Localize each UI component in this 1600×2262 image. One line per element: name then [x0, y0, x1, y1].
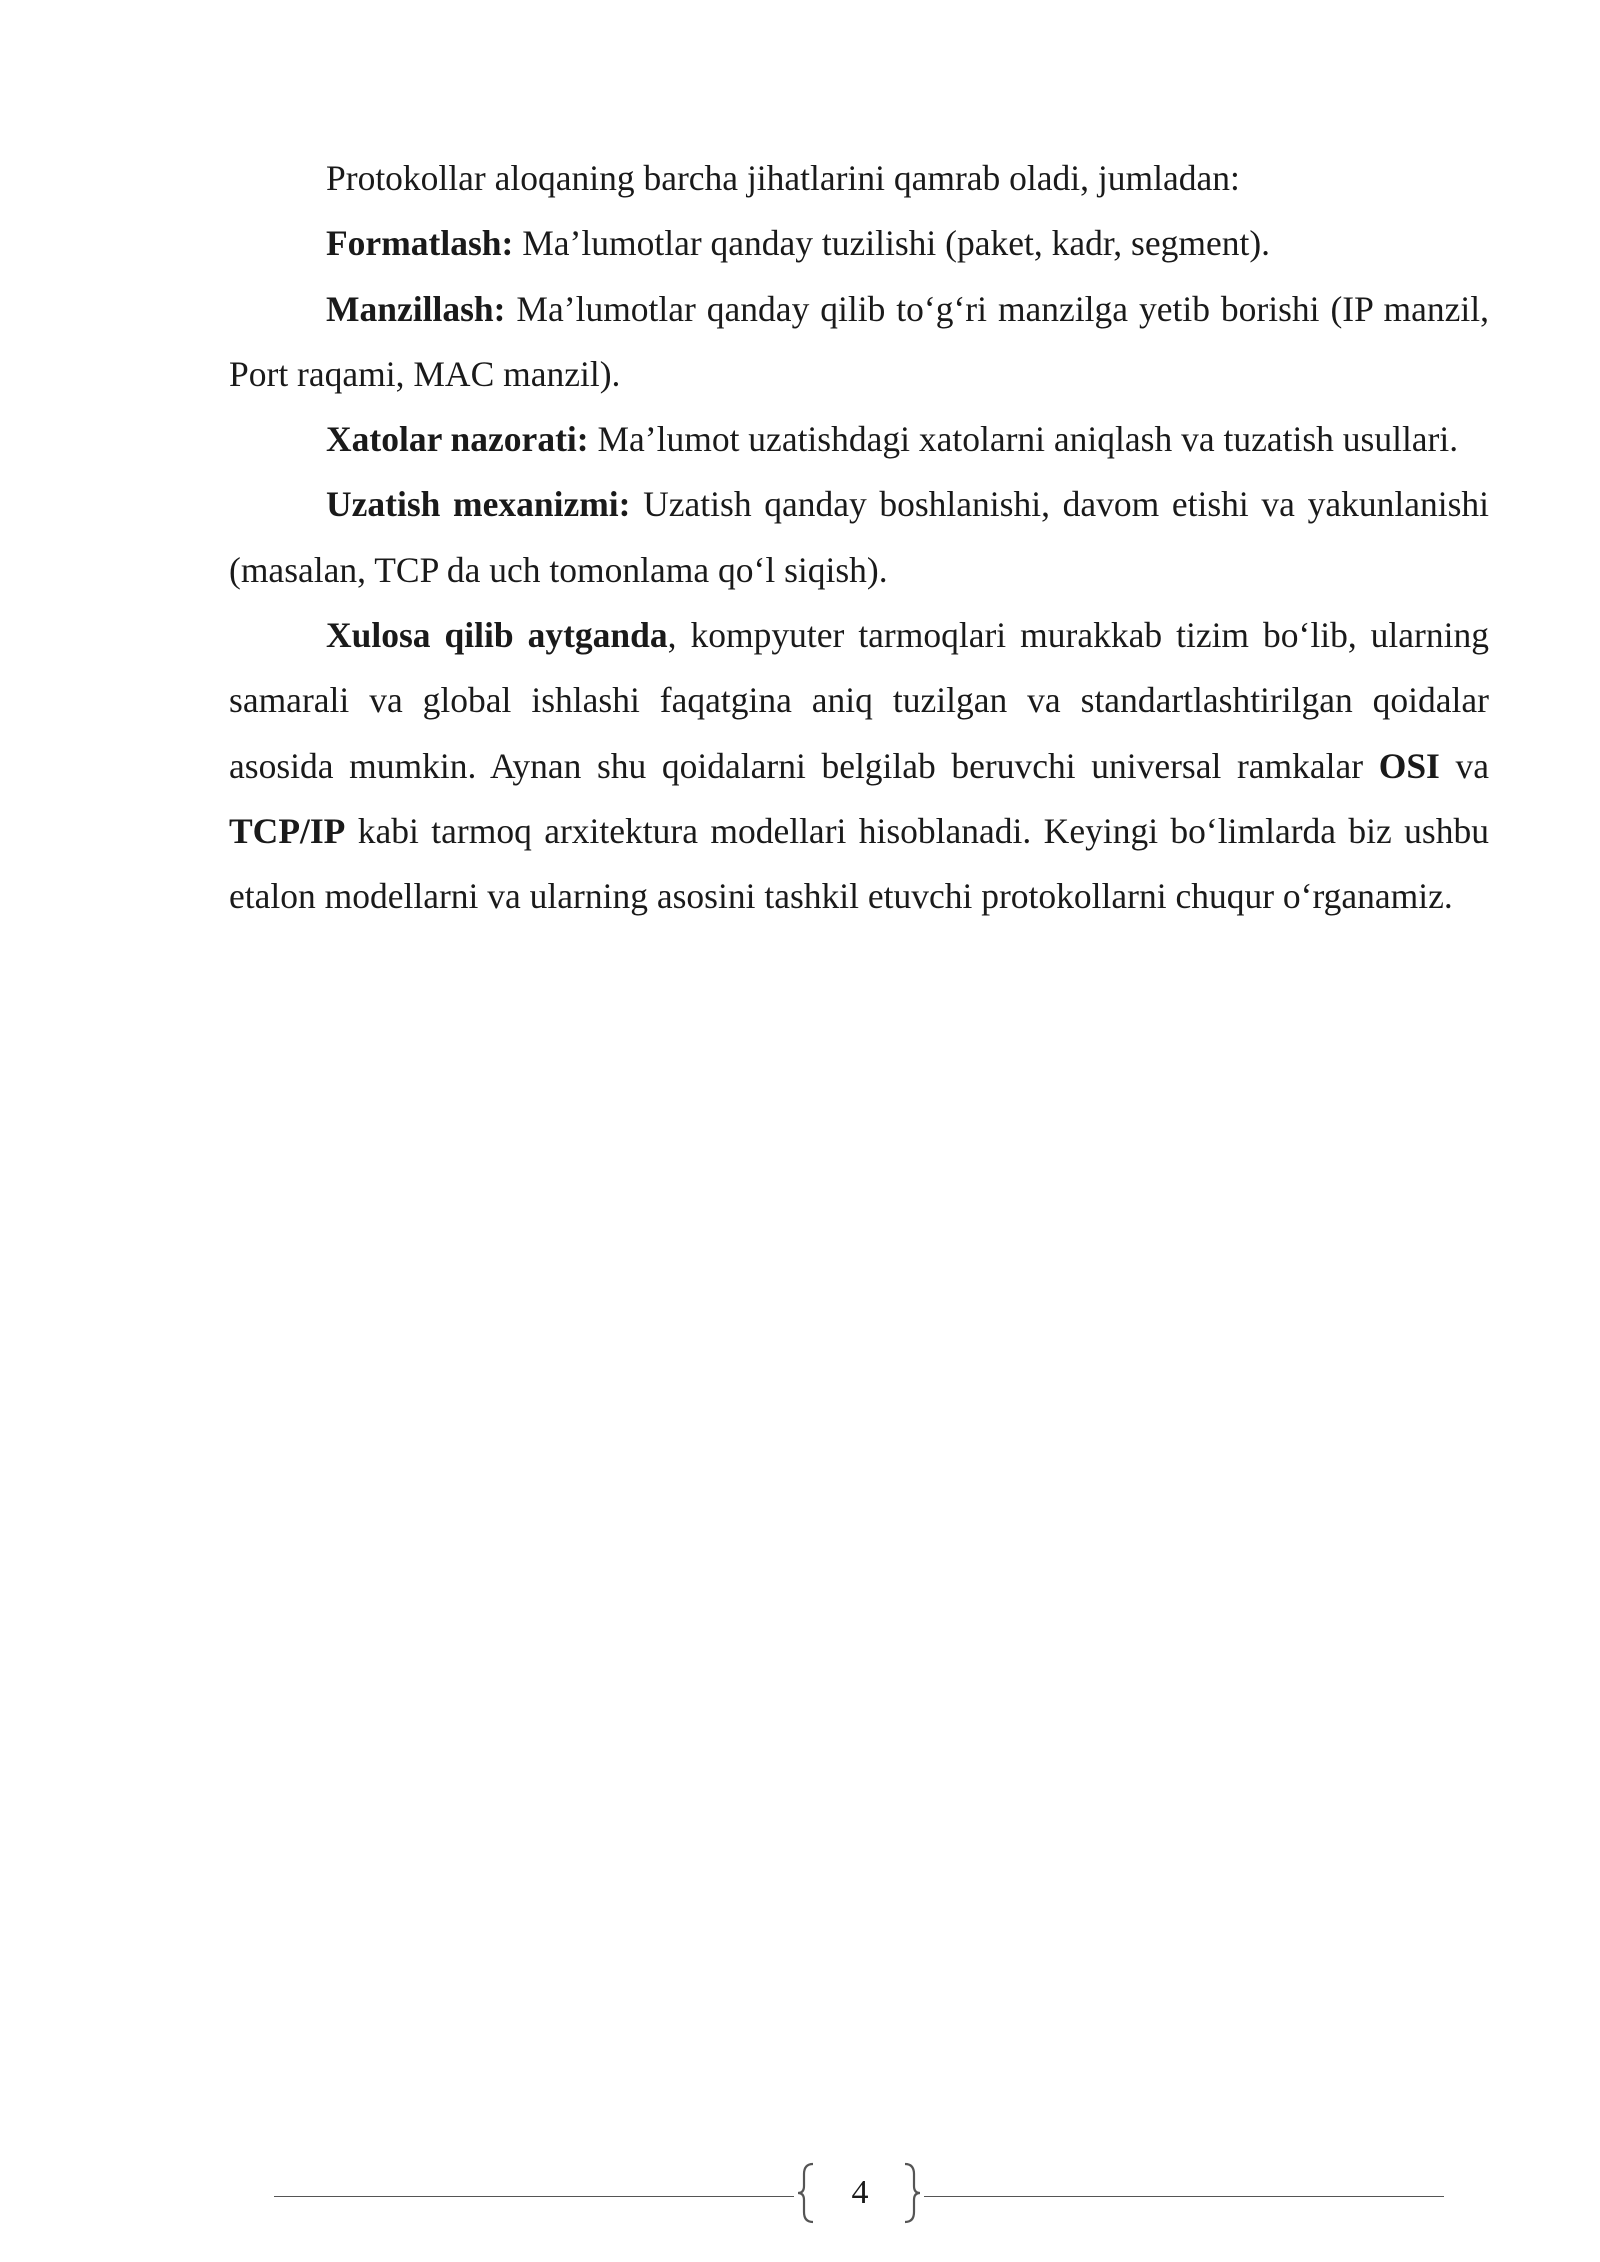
- text-run: Protokollar aloqaning barcha jihatlarini qamrab oladi, jumladan:: [326, 158, 1240, 198]
- right-brace-icon: [902, 2162, 922, 2224]
- paragraph: [229, 277, 1489, 408]
- osi-term: OSI: [1378, 745, 1440, 786]
- paragraph: [229, 211, 1489, 276]
- term-heading: Manzillash:: [326, 288, 506, 329]
- conclusion-heading: Xulosa qilib aytganda: [326, 615, 668, 656]
- term-heading: Formatlash:: [326, 223, 514, 264]
- text-run: Ma’lumot uzatishdagi xatolarni aniqlash va tuzatish usullari.: [588, 419, 1459, 460]
- text-run: kabi tarmoq arxitektura modellari hisoblanadi. Keyingi bo‘limlarda biz ushbu etalon modellarni va ularning asosini tashkil etuvchi protokollarni chuqur o‘rganamiz.: [229, 810, 1489, 917]
- text-run: Ma’lumotlar qanday tuzilishi (paket, kadr, segment).: [513, 223, 1271, 264]
- paragraph: [229, 472, 1489, 603]
- paragraph: [229, 603, 1489, 929]
- text-run: Ma’lumotlar qanday qilib to‘g‘ri manzilga yetib borishi (IP manzil, Port raqami, MAC manzil).: [229, 288, 1489, 394]
- term-heading: Uzatish mexanizmi:: [326, 484, 631, 525]
- paragraph: [229, 146, 1489, 211]
- tcpip-term: TCP/IP: [229, 810, 346, 851]
- term-heading: Xatolar nazorati:: [326, 419, 589, 460]
- page-footer: [0, 2160, 1600, 2230]
- footer-rule-right: [924, 2196, 1444, 2197]
- text-run: , kompyuter tarmoqlari murakkab tizim bo‘lib, ularning samarali va global ishlashi faqatgina aniq tuzilgan va standartlashtirilgan qoidalar asosida mumkin. Aynan shu qoidalarni belgilab beruvchi universal ramkalar: [229, 615, 1489, 786]
- document-body: [229, 146, 1489, 930]
- text-run: va: [1439, 745, 1489, 786]
- left-brace-icon: [796, 2162, 816, 2224]
- footer-rule-left: [274, 2196, 794, 2197]
- page-number: 4: [851, 2174, 869, 2211]
- text-run: Uzatish qanday boshlanishi, davom etishi va yakunlanishi (masalan, TCP da uch tomonlama qo‘l siqish).: [229, 484, 1489, 590]
- paragraph: [229, 407, 1489, 472]
